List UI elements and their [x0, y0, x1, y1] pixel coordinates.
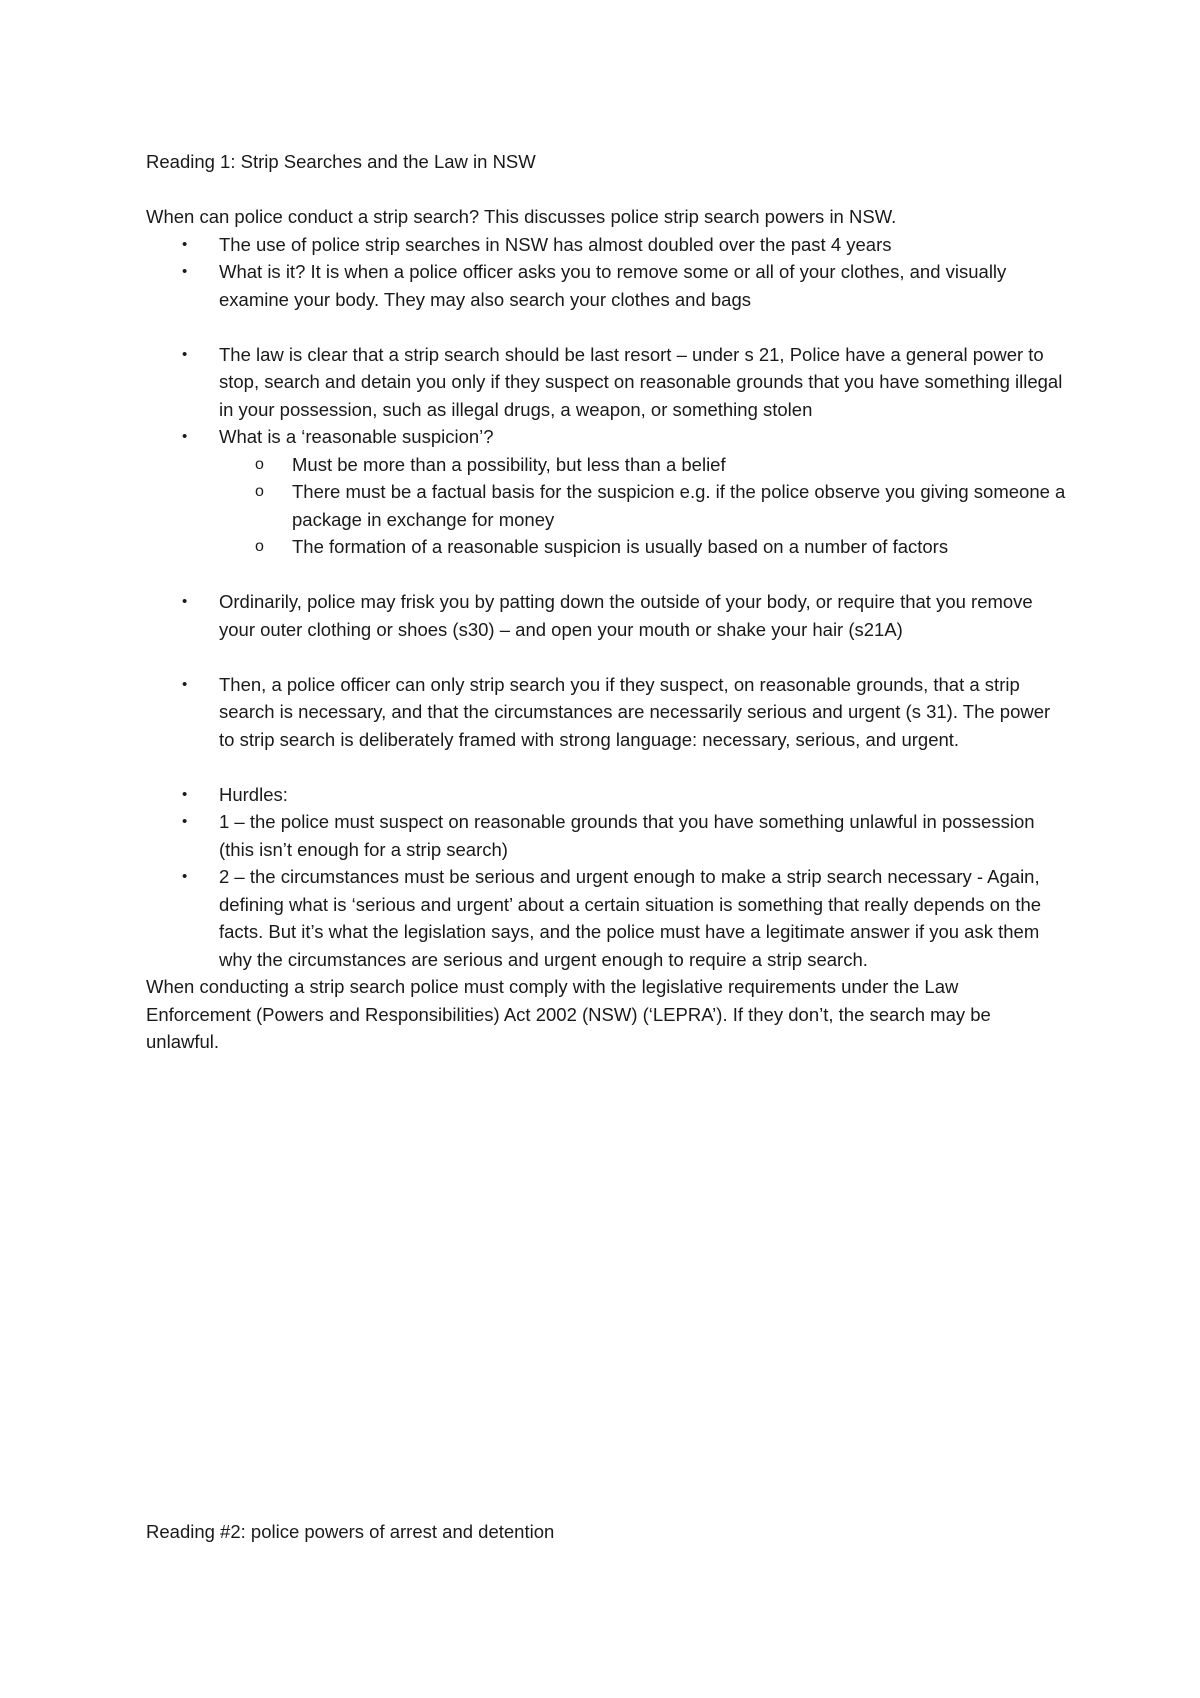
bullet-icon: •	[182, 428, 188, 445]
list-item-text: 1 – the police must suspect on reasonable grounds that you have something unlawful in possession (this isn’t enough for a strip search)	[219, 811, 1035, 860]
sub-bullet-icon: o	[255, 538, 264, 555]
bullet-icon: •	[182, 263, 188, 280]
list-item	[146, 423, 1066, 561]
list-item-text: What is a ‘reasonable suspicion’?	[219, 426, 494, 447]
spacer	[146, 753, 1066, 781]
list-item-text: Hurdles:	[219, 783, 288, 805]
bullet-icon: •	[182, 345, 188, 363]
spacer	[146, 176, 1066, 204]
spacer	[146, 643, 1066, 671]
spacer	[146, 313, 1066, 341]
bullet-icon: •	[182, 868, 188, 885]
reading-1-title: Reading 1: Strip Searches and the Law in NSW	[146, 151, 536, 172]
sub-bullet-icon: o	[255, 455, 264, 473]
sub-list-item	[219, 478, 1066, 533]
list-item-text: What is it? It is when a police officer asks you to remove some or all of your clothes, and visually examine your body. They may also search your clothes and bags	[219, 261, 1007, 310]
bullet-icon: •	[182, 593, 188, 610]
list-item	[146, 258, 1066, 313]
list-item	[146, 781, 1066, 809]
bullet-list-frisk	[146, 588, 1066, 643]
reading-1-closing: When conducting a strip search police must comply with the legislative requirements under the Law Enforcement (Powers and Responsibilities) Act 2002 (NSW) (‘LEPRA’). If they don’t, the search may be unlawful.	[146, 976, 991, 1052]
list-item-text: Ordinarily, police may frisk you by patting down the outside of your body, or require that you remove your outer clothing or shoes (s30) – and open your mouth or shake your hair (s21A)	[219, 591, 1033, 640]
sub-list-item-text: There must be a factual basis for the suspicion e.g. if the police observe you giving someone a package in exchange for money	[292, 481, 1066, 530]
sub-list-item-text: Must be more than a possibility, but less than a belief	[292, 453, 726, 475]
bullet-icon: •	[182, 813, 188, 830]
spacer	[146, 561, 1066, 589]
list-item-text: Then, a police officer can only strip search you if they suspect, on reasonable grounds, that a strip search is necessary, and that the circumstances are necessarily serious and urgent (s 31). The power to strip search is deliberately framed with strong language: necessary, serious, and urgent.	[219, 673, 1051, 750]
reading-1-section	[146, 148, 1066, 1056]
list-item-text: 2 – the circumstances must be serious and urgent enough to make a strip search necessary - Again, defining what is ‘serious and urgent’ about a certain situation is something that really depends on the facts. But it’s what the legislation says, and the police must have a legitimate answer if you ask them why the circumstances are serious and urgent enough to require a strip search.	[219, 866, 1042, 970]
reading-2-title: Reading #2: police powers of arrest and detention	[146, 1521, 555, 1542]
bullet-icon: •	[182, 675, 188, 693]
sub-list-item-text: The formation of a reasonable suspicion is usually based on a number of factors	[292, 536, 949, 557]
bullet-icon: •	[182, 235, 188, 253]
list-item	[146, 671, 1066, 754]
bullet-list-definition	[146, 231, 1066, 314]
sub-list-item	[219, 533, 1066, 561]
list-item	[146, 231, 1066, 259]
list-item-text: The use of police strip searches in NSW has almost doubled over the past 4 years	[219, 233, 892, 255]
sub-bullet-icon: o	[255, 483, 264, 500]
sub-list-reasonable-suspicion	[219, 451, 1066, 561]
list-item	[146, 808, 1066, 863]
list-item-text: The law is clear that a strip search should be last resort – under s 21, Police have a general power to stop, search and detain you only if they suspect on reasonable grounds that you have something illegal in your possession, such as illegal drugs, a weapon, or something stolen	[219, 343, 1063, 420]
bullet-icon: •	[182, 785, 188, 803]
bullet-list-strip	[146, 671, 1066, 754]
bullet-list-hurdles	[146, 781, 1066, 974]
list-item	[146, 588, 1066, 643]
sub-list-item	[219, 451, 1066, 479]
list-item	[146, 863, 1066, 973]
reading-1-intro: When can police conduct a strip search? This discusses police strip search powers in NSW.	[146, 206, 897, 227]
bullet-list-law	[146, 341, 1066, 561]
list-item	[146, 341, 1066, 424]
